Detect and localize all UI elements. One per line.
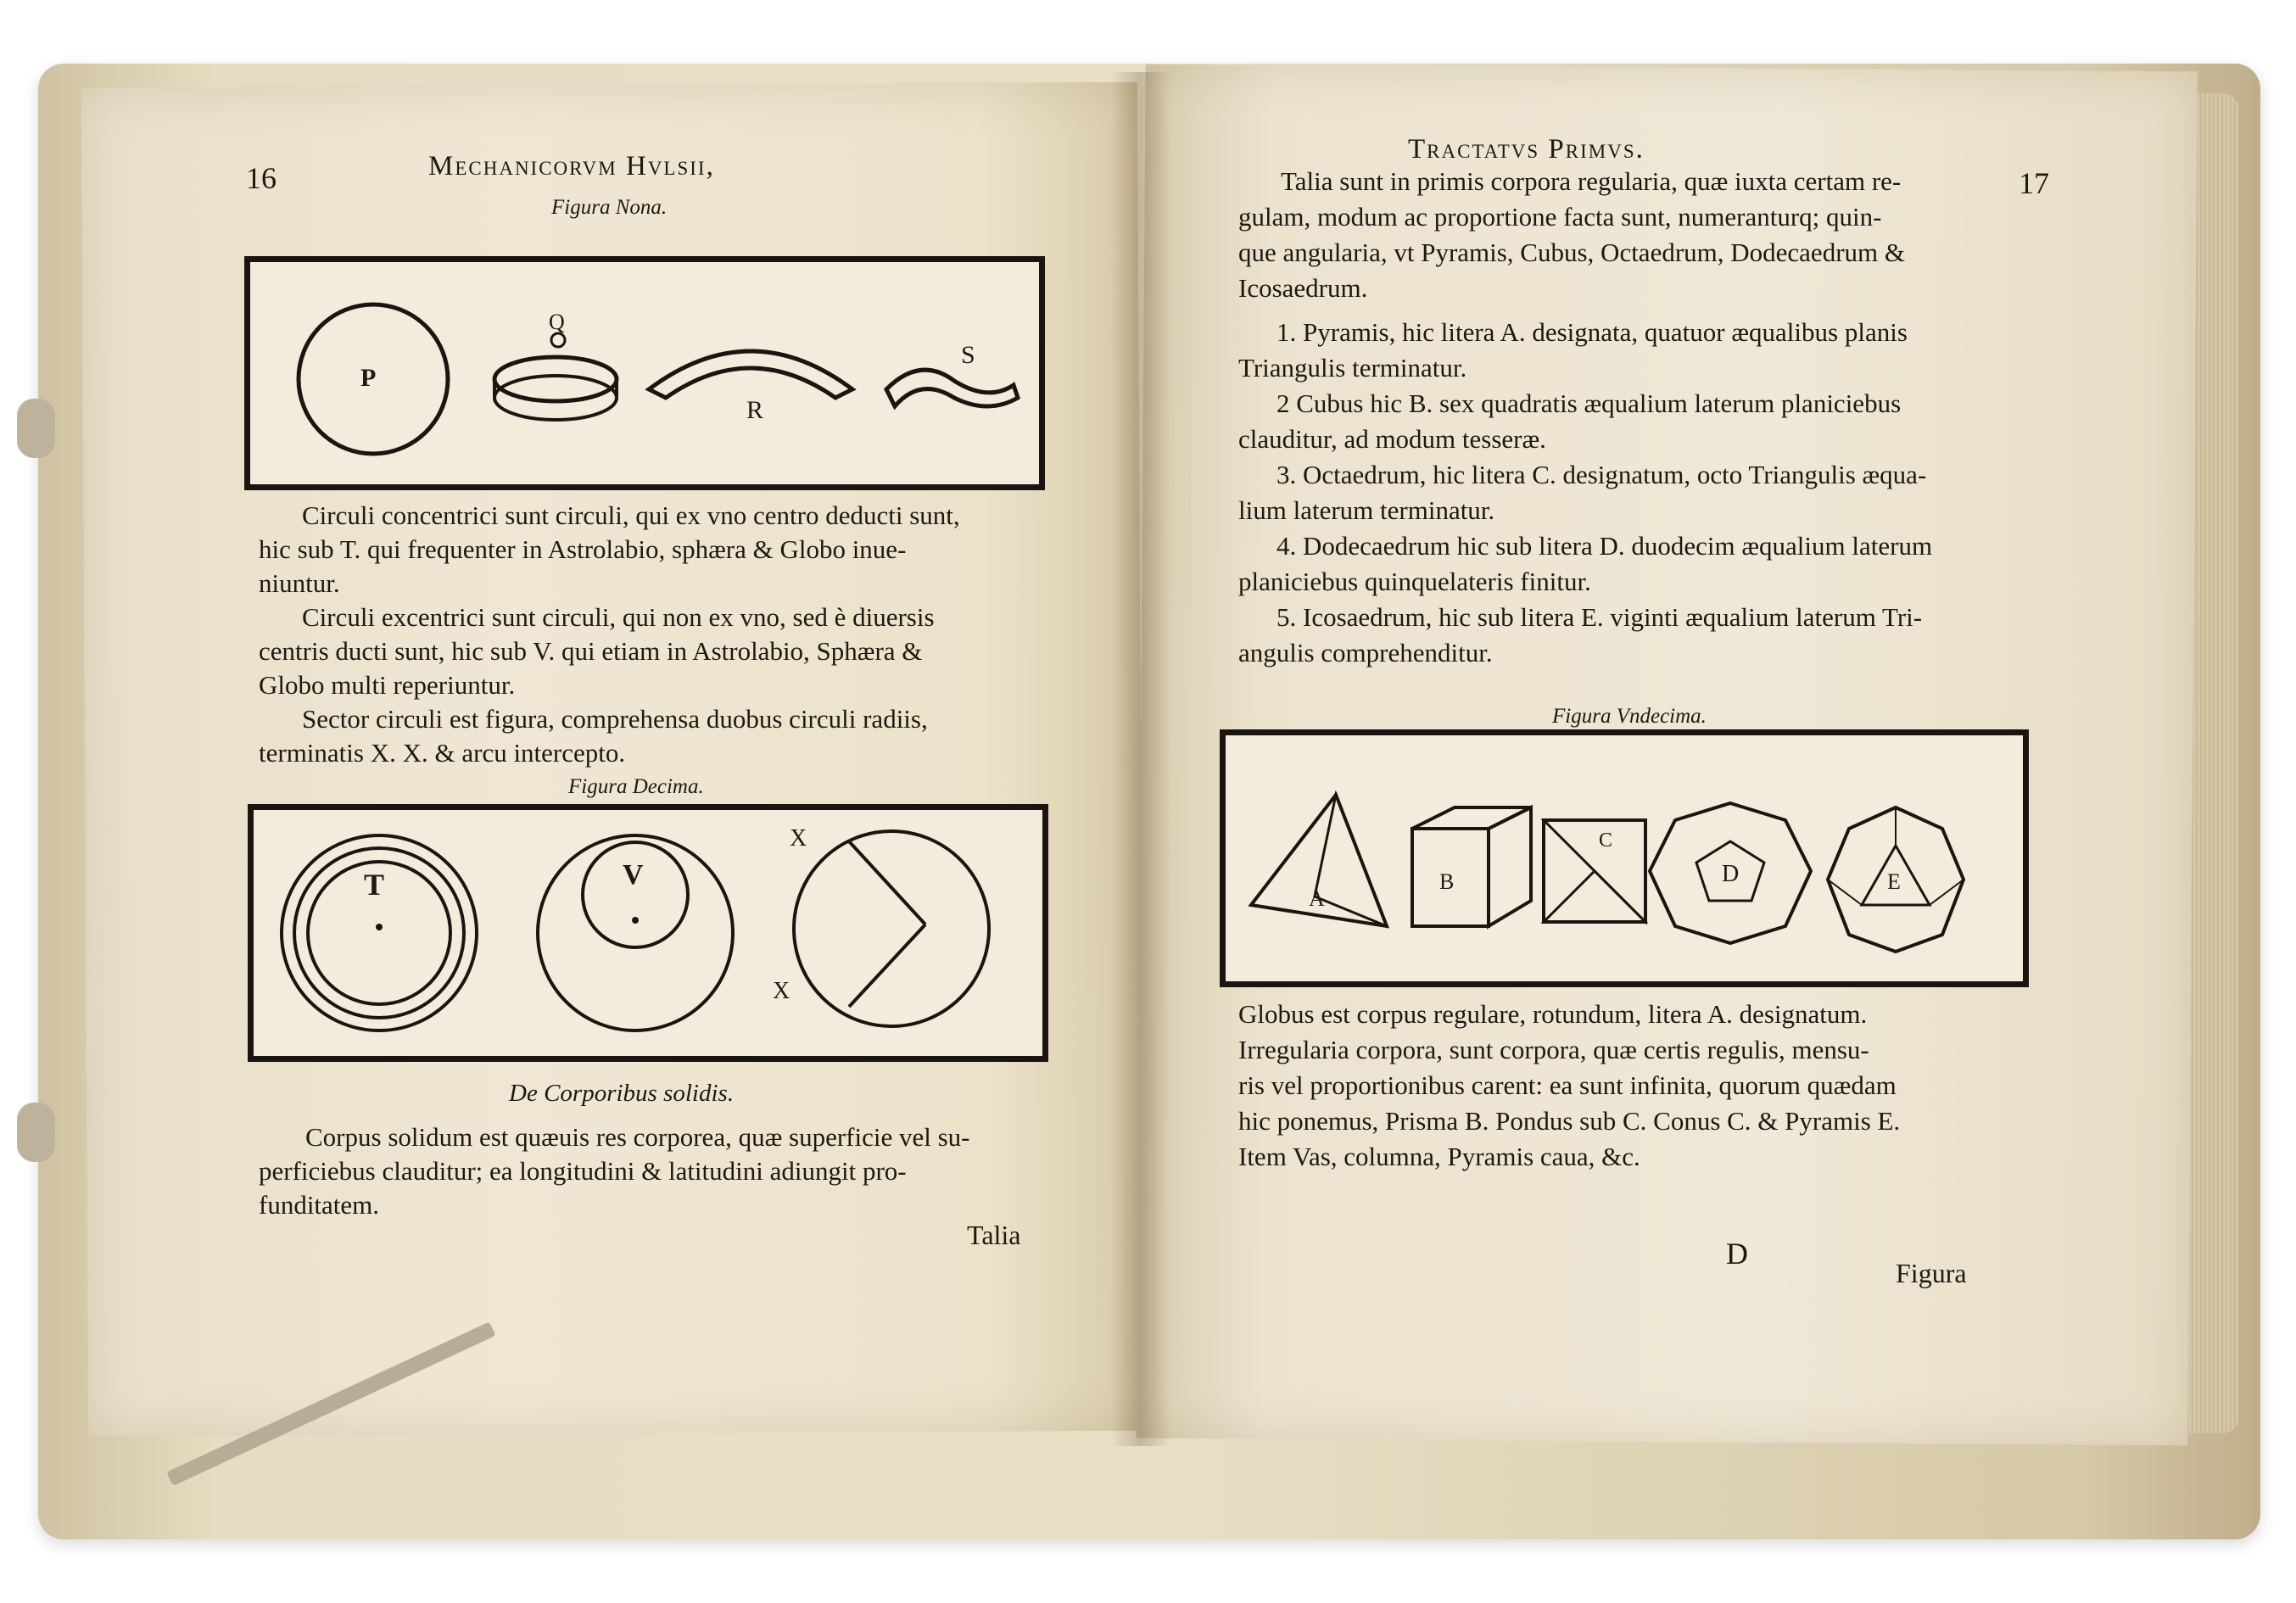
figure-undecima-caption: Figura Vndecima. bbox=[1552, 705, 1707, 728]
item-dodecaedrum-line-2: planiciebus quinquelateris finitur. bbox=[1238, 567, 1591, 596]
left-catchword: Talia bbox=[967, 1220, 1021, 1250]
item-octaedrum-line-2: lium laterum terminatur. bbox=[1238, 495, 1495, 525]
para-eccentric-line-3: Globo multi reperiuntur. bbox=[259, 670, 516, 700]
figure-undecima-drawing bbox=[1226, 735, 2023, 981]
page-fore-edge bbox=[2188, 93, 2239, 1433]
intro-line-1: Talia sunt in primis corpora regularia, quæ iuxta certam re- bbox=[1281, 166, 1902, 196]
item-icosaedrum-line-1: 5. Icosaedrum, hic sub litera E. viginti æqualium laterum Tri- bbox=[1276, 602, 1923, 632]
label-r: R bbox=[746, 396, 764, 424]
right-running-head: Tractatvs Primvs. bbox=[1408, 134, 1645, 165]
globus-line-2: Irregularia corpora, sunt corpora, quæ certis regulis, mensu- bbox=[1238, 1035, 1869, 1064]
figure-decima-drawing bbox=[254, 810, 1042, 1056]
para-concentric-line-2: hic sub T. qui frequenter in Astrolabio, sphæra & Globo inue- bbox=[259, 534, 907, 564]
intro-line-2: gulam, modum ac proportione facta sunt, numeranturq; quin- bbox=[1238, 202, 1882, 232]
para-concentric-line-1: Circuli concentrici sunt circuli, qui ex vno centro deducti sunt, bbox=[302, 500, 960, 530]
item-pyramis-line-2: Triangulis terminatur. bbox=[1238, 353, 1467, 383]
para-sector-line-2: terminatis X. X. & arcu intercepto. bbox=[259, 738, 626, 768]
subheading-solid-bodies: De Corporibus solidis. bbox=[509, 1080, 735, 1107]
label-q: Q bbox=[549, 310, 565, 334]
para-sector-line-1: Sector circuli est figura, comprehensa duobus circuli radiis, bbox=[302, 704, 928, 734]
globus-line-1: Globus est corpus regulare, rotundum, litera A. designatum. bbox=[1238, 999, 1868, 1029]
figure-decima bbox=[248, 804, 1048, 1062]
globus-line-5: Item Vas, columna, Pyramis caua, &c. bbox=[1238, 1142, 1640, 1171]
figure-decima-caption: Figura Decima. bbox=[568, 775, 704, 798]
label-a: A bbox=[1309, 886, 1325, 911]
right-catchword: Figura bbox=[1896, 1258, 1967, 1288]
left-running-head: Mechanicorvm Hvlsii, bbox=[428, 151, 715, 182]
right-page-number: 17 bbox=[2019, 166, 2049, 200]
label-d: D bbox=[1722, 861, 1740, 887]
globus-line-3: ris vel proportionibus carent: ea sunt infinita, quorum quædam bbox=[1238, 1070, 1897, 1100]
figure-undecima bbox=[1220, 729, 2029, 987]
label-b: B bbox=[1439, 869, 1455, 894]
label-s: S bbox=[961, 341, 975, 369]
left-page-number: 16 bbox=[246, 161, 277, 195]
para-solid-line-2: perficiebus clauditur; ea longitudini & latitudini adiungit pro- bbox=[259, 1156, 907, 1186]
item-cubus-line-2: clauditur, ad modum tesseræ. bbox=[1238, 424, 1546, 454]
item-pyramis-line-1: 1. Pyramis, hic litera A. designata, quatuor æqualibus planis bbox=[1276, 317, 1908, 347]
item-dodecaedrum-line-1: 4. Dodecaedrum hic sub litera D. duodecim æqualium laterum bbox=[1276, 531, 1933, 561]
para-solid-line-1: Corpus solidum est quæuis res corporea, quæ superficie vel su- bbox=[305, 1122, 970, 1152]
item-cubus-line-1: 2 Cubus hic B. sex quadratis æqualium laterum planiciebus bbox=[1276, 388, 1902, 418]
para-eccentric-line-1: Circuli excentrici sunt circuli, qui non ex vno, sed è diuersis bbox=[302, 602, 935, 632]
signature-mark: D bbox=[1726, 1237, 1748, 1271]
item-icosaedrum-line-2: angulis comprehenditur. bbox=[1238, 638, 1493, 667]
figure-nona bbox=[244, 256, 1045, 490]
label-t: T bbox=[364, 868, 385, 902]
label-p: P bbox=[360, 364, 377, 392]
para-solid-line-3: funditatem. bbox=[259, 1190, 380, 1220]
label-e: E bbox=[1887, 869, 1901, 894]
clasp-strap-bottom bbox=[17, 1103, 55, 1162]
item-octaedrum-line-1: 3. Octaedrum, hic litera C. designatum, octo Triangulis æqua- bbox=[1276, 460, 1927, 489]
figure-nona-caption: Figura Nona. bbox=[551, 196, 668, 219]
para-eccentric-line-2: centris ducti sunt, hic sub V. qui etiam in Astrolabio, Sphæra & bbox=[259, 636, 923, 666]
label-x-bottom: X bbox=[773, 978, 790, 1004]
clasp-strap-top bbox=[17, 399, 55, 458]
label-c: C bbox=[1599, 829, 1613, 852]
label-x-top: X bbox=[790, 825, 807, 852]
para-concentric-line-3: niuntur. bbox=[259, 568, 340, 598]
globus-line-4: hic ponemus, Prisma B. Pondus sub C. Conus C. & Pyramis E. bbox=[1238, 1106, 1901, 1136]
label-v: V bbox=[623, 859, 644, 891]
intro-line-3: que angularia, vt Pyramis, Cubus, Octaedrum, Dodecaedrum & bbox=[1238, 237, 1905, 267]
intro-line-4: Icosaedrum. bbox=[1238, 273, 1368, 303]
gutter-shadow bbox=[1111, 72, 1170, 1446]
